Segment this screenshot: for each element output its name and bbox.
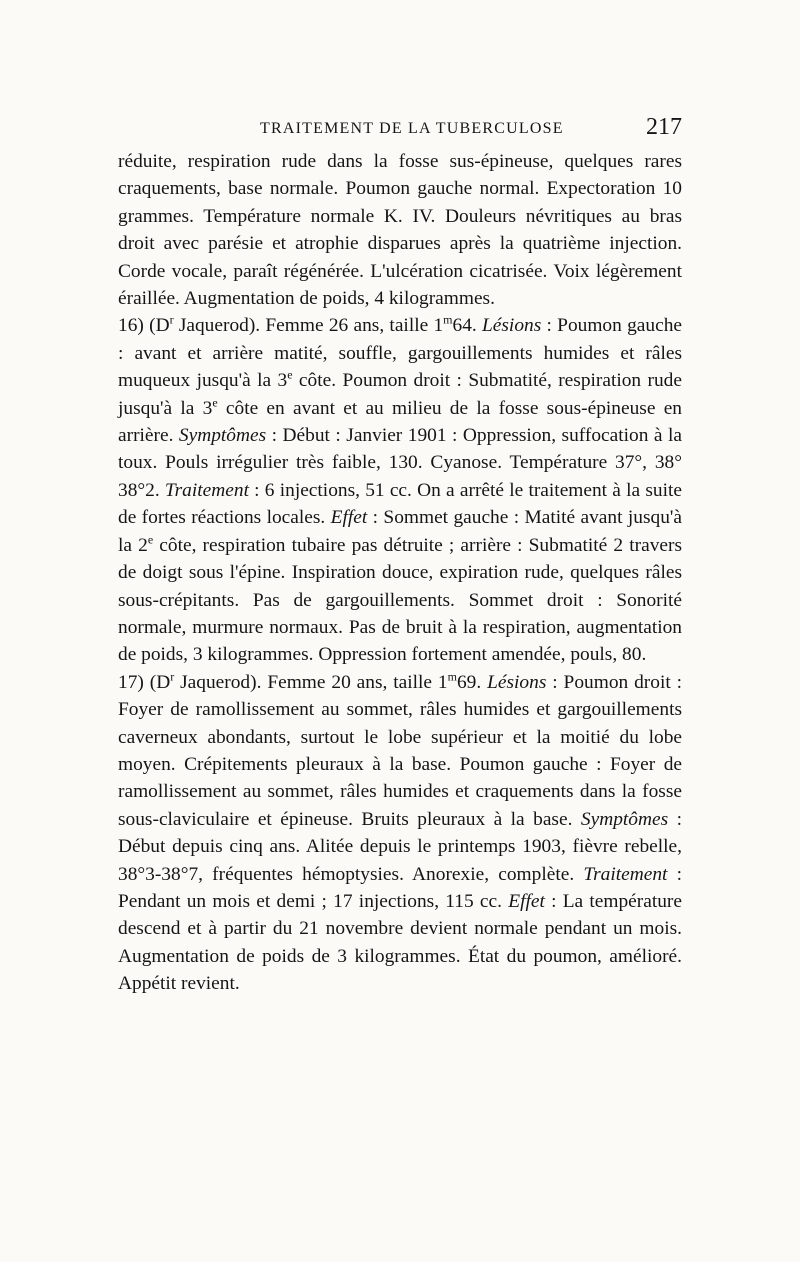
running-head: TRAITEMENT DE LA TUBERCULOSE (260, 120, 564, 137)
text-run: Effet (330, 507, 368, 529)
text-run: Lésions (482, 315, 542, 337)
text-run: e (287, 367, 293, 382)
text-run: côte, respiration tubaire pas détruite ; arrière : Submatité 2 travers de doigt sous l'épine. Inspiration douce, expiration rude, quelques râles sous-crépitants. Pas de gargouillements. Sommet droit : Sonorité normale, murmure normaux. Pas de bruit à la respiration, augmentation de poids, 3 kilogrammes. Oppression fortement amendée, pouls, 80. (118, 534, 682, 666)
text-run: 16) (D (118, 315, 170, 337)
text-run: Jaquerod). Femme 26 ans, taille 1 (173, 315, 444, 337)
paragraph-continuation: réduite, respiration rude dans la fosse sus-épineuse, quelques rares craquements, base normale. Poumon gauche normal. Expectoration 10 grammes. Température normale K. IV. Douleurs névritiques au bras droit avec parésie et atrophie disparues après la quatrième injection. Corde vocale, paraît régénérée. L'ulcération cicatrisée. Voix légèrement éraillée. Augmentation de poids, 4 kilogrammes. (118, 151, 682, 310)
text-run: : Poumon droit : Foyer de ramollissement au sommet, râles humides et gargouillements caverneux abondants, surtout le lobe supérieur et la moitié du lobe moyen. Crépitements pleuraux à la base. Poumon gauche : Foyer de ramollissement au sommet, râles humides et craquements dans la fosse sous-claviculaire et épineuse. Bruits pleuraux à la base. (118, 671, 683, 830)
text-run: côte. Poumon droit : Submatité, respiration rude jusqu'à la 3 (118, 370, 682, 419)
text-run: : 6 injections, 51 cc. On a arrêté le traitement à la suite de fortes réactions locales. (118, 479, 682, 529)
text-run: 64. (452, 315, 482, 337)
body-text (118, 148, 682, 998)
case-17-paragraph (118, 669, 682, 998)
page-number: 217 (646, 114, 682, 140)
text-run: r (169, 312, 174, 327)
text-run: r (170, 669, 175, 684)
text-run: Traitement (583, 863, 668, 885)
text-run: Lésions (487, 671, 547, 693)
text-run: : Poumon gauche : avant et arrière matité, souffle, gargouillements humides et râles muqueux jusqu'à la 3 (118, 315, 682, 392)
page-header (118, 116, 682, 144)
text-run: 69. (456, 671, 488, 693)
text-run: Traitement (164, 479, 249, 501)
text-run: Effet (508, 890, 545, 912)
text-run: Symptômes (580, 808, 669, 830)
text-run: Symptômes (178, 425, 267, 447)
text-run: m (447, 669, 457, 684)
text-run: : La température descend et à partir du 21 novembre devient normale pendant un mois. Augmentation de poids de 3 kilogrammes. État du poumon, amélioré. Appétit revient. (118, 890, 682, 995)
case-16-paragraph (118, 312, 682, 668)
text-run: m (443, 312, 453, 327)
text-run: : Pendant un mois et demi ; 17 injections, 115 cc. (118, 863, 682, 912)
text-run: : Sommet gauche : Matité avant jusqu'à la 2 (118, 507, 682, 556)
text-run: 17) (D (118, 671, 171, 693)
text-run: e (212, 395, 218, 410)
text-run: Jaquerod). Femme 20 ans, taille 1 (174, 671, 448, 693)
text-run: e (147, 532, 154, 547)
text-run: côte en avant et au milieu de la fosse sous-épineuse en arrière. (118, 397, 682, 447)
text-run: : Début : Janvier 1901 : Oppression, suffocation à la toux. Pouls irrégulier très faible, 130. Cyanose. Température 37°, 38° 38°2. (118, 425, 682, 501)
text-run: : Début depuis cinq ans. Alitée depuis le printemps 1903, fièvre rebelle, 38°3-38°7, fréquentes hémoptysies. Anorexie, complète. (118, 808, 682, 885)
